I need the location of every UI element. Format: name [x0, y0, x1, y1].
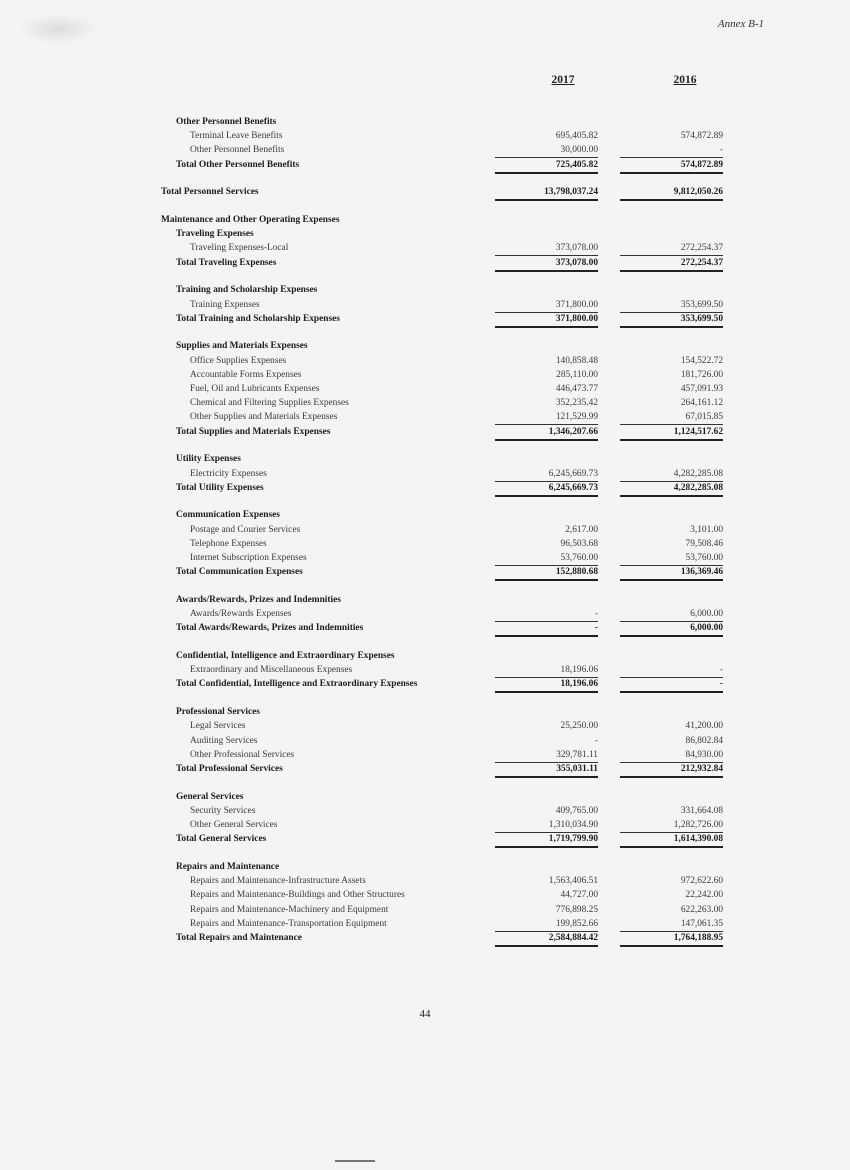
- table-row: [0, 115, 850, 130]
- table-row: [0, 748, 850, 763]
- row-label: Other General Services: [190, 820, 278, 830]
- table-row: [0, 663, 850, 678]
- value-2017: -: [594, 735, 598, 746]
- value-2017: 352,235.42: [555, 398, 598, 409]
- value-2017: 1,346,207.66: [495, 425, 598, 441]
- table-row: [0, 537, 850, 552]
- row-label: Repairs and Maintenance-Transportation Equipment: [190, 918, 387, 929]
- row-label: Accountable Forms Expenses: [190, 369, 302, 380]
- table-row: [0, 382, 850, 397]
- row-label: Total Supplies and Materials Expenses: [176, 426, 331, 437]
- row-label: Legal Services: [190, 721, 246, 732]
- table-row: [0, 129, 850, 144]
- row-label: Other Supplies and Materials Expenses: [190, 412, 338, 423]
- row-label: Internet Subscription Expenses: [190, 553, 307, 563]
- value-2017: 6,245,669.73: [495, 481, 598, 497]
- column-header-2016: 2016: [673, 74, 697, 86]
- value-2017: 1,310,034.90: [495, 818, 598, 833]
- table-row: [0, 158, 850, 173]
- row-label: Total General Services: [176, 834, 267, 845]
- table-row: [0, 143, 850, 158]
- row-label: Awards/Rewards, Prizes and Indemnities: [176, 594, 341, 605]
- row-label: Traveling Expenses-Local: [190, 243, 289, 254]
- value-2016: 79,508.46: [685, 538, 723, 549]
- table-row: [0, 888, 850, 903]
- value-2016: 4,282,285.08: [620, 481, 723, 497]
- value-2017: 373,078.00: [495, 256, 598, 272]
- value-2016: 86,802.84: [685, 735, 723, 746]
- row-label: Total Communication Expenses: [176, 567, 303, 578]
- table-row: [0, 917, 850, 932]
- table-row: [0, 818, 850, 833]
- value-2016: 136,369.46: [620, 565, 723, 581]
- table-row: [0, 860, 850, 875]
- table-row: [0, 705, 850, 720]
- value-2017: 44,727.00: [560, 890, 598, 901]
- row-label: Repairs and Maintenance: [176, 861, 280, 872]
- value-2016: 41,200.00: [685, 721, 723, 732]
- row-label: Total Awards/Rewards, Prizes and Indemnities: [176, 623, 364, 634]
- row-label: Total Utility Expenses: [176, 482, 264, 493]
- value-2017: 371,800.00: [495, 298, 598, 313]
- table-row: [0, 298, 850, 313]
- value-2017: 329,781.11: [495, 748, 598, 763]
- row-label: Training and Scholarship Expenses: [176, 285, 318, 296]
- table-row: [0, 354, 850, 369]
- value-2017: -: [495, 621, 598, 637]
- value-2016: -: [620, 143, 723, 158]
- scan-mark: [335, 1160, 375, 1162]
- value-2017: 695,405.82: [555, 131, 598, 142]
- row-label: Repairs and Maintenance-Buildings and Other Structures: [190, 890, 405, 901]
- table-row: [0, 734, 850, 749]
- table-row: [0, 790, 850, 805]
- row-label: Other Professional Services: [190, 749, 295, 760]
- table-row: [0, 241, 850, 256]
- value-2017: 96,503.68: [560, 538, 598, 549]
- row-label: Terminal Leave Benefits: [190, 131, 283, 142]
- table-row: [0, 185, 850, 200]
- row-label: Other Personnel Benefits: [176, 117, 277, 127]
- value-2016: 622,263.00: [680, 904, 723, 915]
- row-label: Electricity Expenses: [190, 468, 267, 479]
- row-label: Telephone Expenses: [190, 538, 267, 549]
- value-2016: 154,522.72: [680, 355, 723, 366]
- row-label: Supplies and Materials Expenses: [176, 341, 308, 352]
- row-label: Awards/Rewards Expenses: [190, 609, 292, 620]
- value-2016: 22,242.00: [685, 890, 723, 901]
- value-2017: -: [495, 607, 598, 622]
- row-label: Extraordinary and Miscellaneous Expenses: [190, 665, 353, 676]
- table-row: [0, 903, 850, 918]
- value-2016: 6,000.00: [620, 621, 723, 637]
- row-label: Training Expenses: [190, 299, 260, 310]
- value-2016: 9,812,050.26: [620, 185, 723, 201]
- row-label: Total Confidential, Intelligence and Extraordinary Expenses: [176, 679, 418, 690]
- value-2017: 121,529.99: [495, 410, 598, 425]
- row-label: Postage and Courier Services: [190, 524, 301, 535]
- value-2016: -: [620, 677, 723, 693]
- row-label: Office Supplies Expenses: [190, 355, 287, 366]
- row-label: General Services: [176, 791, 244, 802]
- value-2016: 353,699.50: [620, 298, 723, 313]
- value-2016: 84,930.00: [620, 748, 723, 763]
- row-label: Total Traveling Expenses: [176, 257, 277, 268]
- value-2017: 2,584,884.42: [495, 931, 598, 947]
- row-label: Maintenance and Other Operating Expenses: [161, 215, 340, 225]
- table-row: [0, 832, 850, 847]
- row-label: Total Training and Scholarship Expenses: [176, 313, 340, 324]
- row-label: Utility Expenses: [176, 454, 241, 465]
- value-2016: 4,282,285.08: [620, 467, 723, 482]
- table-row: [0, 593, 850, 608]
- value-2016: 181,726.00: [680, 369, 723, 380]
- table-row: [0, 523, 850, 538]
- annex-label: Annex B-1: [717, 18, 764, 30]
- value-2017: 53,760.00: [495, 551, 598, 566]
- value-2017: 18,196.06: [495, 663, 598, 678]
- row-label: Confidential, Intelligence and Extraordinary Expenses: [176, 651, 395, 661]
- row-label: Total Professional Services: [176, 763, 283, 774]
- value-2017: 1,719,799.90: [495, 832, 598, 848]
- table-row: [0, 565, 850, 580]
- row-label: Total Repairs and Maintenance: [176, 932, 302, 943]
- table-row: [0, 677, 850, 692]
- row-label: Total Other Personnel Benefits: [176, 159, 300, 170]
- value-2016: 1,614,390.08: [620, 832, 723, 848]
- row-label: Fuel, Oil and Lubricants Expenses: [190, 384, 320, 394]
- row-label: Chemical and Filtering Supplies Expenses: [190, 398, 349, 409]
- value-2016: 147,061.35: [620, 917, 723, 932]
- value-2017: 152,880.68: [495, 565, 598, 581]
- table-row: [0, 396, 850, 411]
- row-label: Traveling Expenses: [176, 229, 254, 240]
- row-label: Other Personnel Benefits: [190, 145, 285, 156]
- value-2017: 725,405.82: [495, 158, 598, 174]
- value-2016: 272,254.37: [620, 241, 723, 256]
- table-row: [0, 312, 850, 327]
- value-2017: 776,898.25: [555, 904, 598, 915]
- value-2017: 18,196.06: [495, 677, 598, 693]
- value-2017: 13,798,037.24: [495, 185, 598, 201]
- value-2016: 353,699.50: [620, 312, 723, 328]
- value-2016: 272,254.37: [620, 256, 723, 272]
- table-row: [0, 410, 850, 425]
- value-2017: 6,245,669.73: [495, 467, 598, 482]
- value-2016: 6,000.00: [620, 607, 723, 622]
- row-label: Security Services: [190, 805, 256, 816]
- value-2017: 1,563,406.51: [548, 876, 598, 887]
- value-2017: 373,078.00: [495, 241, 598, 256]
- row-label: Auditing Services: [190, 735, 258, 746]
- value-2016: 1,124,517.62: [620, 425, 723, 441]
- value-2016: 53,760.00: [620, 551, 723, 566]
- value-2016: 574,872.89: [620, 158, 723, 174]
- value-2016: -: [620, 663, 723, 678]
- value-2016: 3,101.00: [690, 524, 723, 535]
- table-row: [0, 719, 850, 734]
- table-row: [0, 874, 850, 889]
- column-header-2017: 2017: [551, 74, 575, 86]
- table-row: [0, 551, 850, 566]
- table-row: [0, 481, 850, 496]
- table-row: [0, 227, 850, 242]
- value-2017: 2,617.00: [565, 524, 598, 535]
- value-2017: 409,765.00: [555, 805, 598, 816]
- value-2017: 30,000.00: [495, 143, 598, 158]
- value-2017: 371,800.00: [495, 312, 598, 328]
- table-row: [0, 213, 850, 228]
- row-label: Repairs and Maintenance-Infrastructure Assets: [190, 876, 366, 887]
- value-2016: 1,764,188.95: [620, 931, 723, 947]
- row-label: Repairs and Maintenance-Machinery and Equipment: [190, 904, 389, 915]
- table-row: [0, 467, 850, 482]
- value-2016: 67,015.85: [620, 410, 723, 425]
- value-2016: 972,622.60: [680, 876, 723, 887]
- value-2016: 331,664.08: [680, 805, 723, 816]
- value-2017: 446,473.77: [555, 384, 598, 394]
- table-row: [0, 452, 850, 467]
- table-row: [0, 649, 850, 664]
- table-row: [0, 621, 850, 636]
- value-2016: 212,932.84: [620, 762, 723, 778]
- value-2017: 285,110.00: [556, 369, 598, 380]
- table-row: [0, 256, 850, 271]
- row-label: Communication Expenses: [176, 510, 280, 521]
- table-row: [0, 508, 850, 523]
- table-row: [0, 931, 850, 946]
- table-row: [0, 607, 850, 622]
- table-row: [0, 339, 850, 354]
- value-2016: 264,161.12: [680, 398, 723, 409]
- row-label: Total Personnel Services: [161, 187, 259, 198]
- value-2017: 25,250.00: [560, 721, 598, 732]
- page-number: 44: [419, 1008, 431, 1020]
- row-label: Professional Services: [176, 707, 260, 718]
- value-2017: 355,031.11: [495, 762, 598, 778]
- value-2017: 199,852.66: [495, 917, 598, 932]
- table-row: [0, 804, 850, 819]
- value-2016: 574,872.89: [680, 131, 723, 142]
- value-2017: 140,858.48: [555, 355, 598, 366]
- table-row: [0, 368, 850, 383]
- table-row: [0, 762, 850, 777]
- value-2016: 1,282,726.00: [620, 818, 723, 833]
- table-row: [0, 283, 850, 298]
- value-2016: 457,091.93: [680, 384, 723, 394]
- table-row: [0, 425, 850, 440]
